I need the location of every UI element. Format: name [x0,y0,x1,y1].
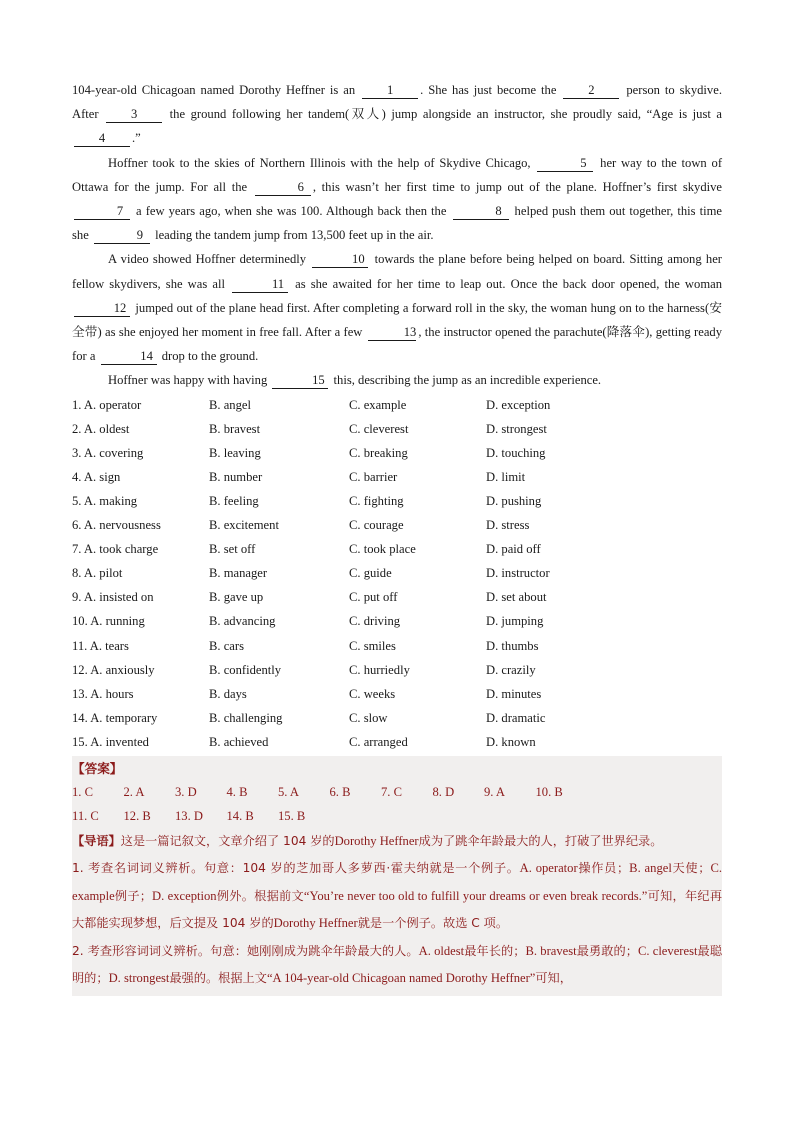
option-choice: 14. A. temporary [72,710,158,725]
option-choice: B. gave up [209,590,264,605]
option-choice: B. achieved [209,734,269,749]
text: , this wasn’t her first time to jump out of the plane. Hoffner’s first skydive [312,179,723,194]
option-choice: D. known [486,734,536,749]
option-choice: D. paid off [486,542,541,557]
option-choice: B. days [209,686,247,701]
passage-paragraph-1 [72,78,722,151]
option-choice: C. slow [349,710,388,725]
blank-9: 9 [94,228,150,244]
option-choice: D. dramatic [486,710,546,725]
option-choice: D. pushing [486,494,542,509]
option-row [72,658,722,682]
answer-heading: 【答案】 [72,761,123,777]
text: as she awaited for her time to leap out. Once the back door opened, the woman [290,276,722,291]
option-row [72,417,722,441]
blank-5: 5 [537,156,593,172]
text: A. oldest [418,943,465,958]
text: 就是一个例子。故选 C 项。 [357,916,509,931]
option-row [72,441,722,465]
text: person to skydive. After [72,83,722,122]
text: 1. 考查名词词义辨析。句意：104 岁的芝加哥人多萝西·霍夫纳就是一个例子。 [72,861,520,876]
option-choice: D. minutes [486,686,542,701]
text: Hoffner took to the skies of Northern Illinois with the help of Skydive Chicago, [108,155,536,170]
option-choice: D. strongest [486,421,547,436]
passage-paragraph-4 [72,368,722,392]
options-list [72,393,722,754]
option-choice: C. courage [349,518,404,533]
blank-8: 8 [453,204,509,220]
blank-4: 4 [74,131,130,147]
text: A. operator [519,861,578,876]
option-choice: C. put off [349,590,398,605]
option-choice: C. breaking [349,445,408,460]
blank-6: 6 [255,180,311,196]
guide-text [72,828,722,855]
answer-item: 10. B [535,785,563,800]
passage-paragraph-3 [72,247,722,368]
text: the ground following her tandem(双人) jump alongside an instructor, she proudly said, “Age is just a [164,107,722,122]
text: 最强的。根据上文 [169,971,267,986]
option-choice: D. stress [486,518,530,533]
explanation-1 [72,855,722,937]
text: Dorothy Heffner [273,916,358,931]
text: “A 104-year-old Chicagoan named Dorothy Heffner” [266,971,536,986]
text: D. exception [151,888,217,903]
answer-item: 13. D [175,809,203,824]
text: 104-year-old Chicagoan named Dorothy Heffner is an [72,83,361,97]
option-choice: D. instructor [486,566,550,581]
document-page [72,78,722,996]
option-choice: 15. A. invented [72,734,149,749]
option-row [72,489,722,513]
blank-15: 15 [272,373,328,389]
blank-1: 1 [362,83,418,99]
blank-7: 7 [74,204,130,220]
option-choice: B. leaving [209,445,261,460]
option-choice: 1. A. operator [72,397,142,412]
option-choice: B. challenging [209,710,283,725]
option-choice: B. feeling [209,494,259,509]
text: , the instructor opened the parachute(降落伞), getting ready for a [72,325,722,364]
text: 可知， [535,971,572,986]
option-choice: C. arranged [349,734,408,749]
text: drop to the ground. [158,349,259,364]
option-choice: C. example [349,397,407,412]
blank-14: 14 [101,349,157,365]
text: leading the tandem jump from 13,500 feet up in the air. [151,228,434,243]
text: this, describing the jump as an incredible experience. [330,373,602,388]
option-choice: B. set off [209,542,256,557]
answer-item: 6. B [329,785,351,800]
option-choice: B. confidently [209,662,282,677]
option-choice: C. smiles [349,638,396,653]
option-choice: 5. A. making [72,494,138,509]
answer-item: 1. C [72,785,93,800]
option-row [72,730,722,754]
option-choice: B. angel [209,397,251,412]
text: A video showed Hoffner determinedly [108,252,311,267]
option-choice: 11. A. tears [72,638,129,653]
answer-item: 2. A [123,785,145,800]
option-choice: 8. A. pilot [72,566,123,581]
blank-11: 11 [232,277,288,293]
option-choice: D. jumping [486,614,544,629]
option-choice: C. cleverest [349,421,409,436]
text: D. strongest [108,971,170,986]
blank-10: 10 [312,252,368,268]
option-row [72,634,722,658]
text: towards the plane before being helped on board. Sitting among her fellow skydivers, she was all [72,252,722,291]
text: 例子； [114,888,152,903]
text: B. angel [629,861,672,876]
option-choice: C. took place [349,542,416,557]
answer-row-2 [72,804,722,828]
text: 天使； [671,861,711,876]
blank-12: 12 [74,301,130,317]
option-choice: 2. A. oldest [72,421,130,436]
text: B. bravest [525,943,577,958]
option-row [72,393,722,417]
option-row [72,513,722,537]
option-row [72,706,722,730]
text: a few years ago, when she was 100. Although back then the [132,204,451,219]
text: C. example [72,861,723,903]
option-row [72,585,722,609]
option-choice: D. crazily [486,662,536,677]
option-choice: B. cars [209,638,244,653]
explanation-2 [72,938,722,993]
option-choice: C. hurriedly [349,662,410,677]
blank-3: 3 [106,107,162,123]
text: 最年长的； [464,943,526,958]
text: Dorothy Heffner [334,834,419,849]
option-choice: D. limit [486,469,526,484]
passage-paragraph-2 [72,151,722,248]
option-row [72,609,722,633]
answer-item: 14. B [226,809,254,824]
answer-item: 11. C [72,809,99,824]
answer-section [72,756,722,996]
option-choice: D. touching [486,445,546,460]
text: C. cleverest [637,943,698,958]
option-choice: C. weeks [349,686,396,701]
answer-item: 3. D [175,785,197,800]
option-choice: B. manager [209,566,268,581]
option-choice: D. set about [486,590,547,605]
option-choice: B. excitement [209,518,279,533]
option-choice: 4. A. sign [72,469,121,484]
option-choice: 7. A. took charge [72,542,159,557]
text: “You’re never too old to fulfill your dreams or even break records.” [303,888,648,903]
option-choice: D. exception [486,397,551,412]
answer-item: 7. C [381,785,402,800]
option-choice: C. fighting [349,494,404,509]
text: 操作员； [577,861,630,876]
answer-item: 4. B [226,785,248,800]
option-choice: C. guide [349,566,392,581]
option-choice: 6. A. nervousness [72,518,161,533]
answer-row-1 [72,780,722,804]
option-choice: 12. A. anxiously [72,662,155,677]
option-choice: 13. A. hours [72,686,134,701]
text: . She has just become the [420,83,562,97]
answer-item: 12. B [123,809,151,824]
option-choice: D. thumbs [486,638,539,653]
text: .” [132,131,141,146]
answer-item: 15. B [278,809,306,824]
answer-item: 9. A [484,785,505,800]
text: jumped out of the plane head first. After completing a forward roll in the sky, the woman hung on to the harness(安全带) as she enjoyed her moment in free fall. After a few [72,300,722,340]
option-choice: C. driving [349,614,401,629]
option-choice: 9. A. insisted on [72,590,154,605]
option-row [72,465,722,489]
blank-13: 13 [368,325,417,341]
text: Hoffner was happy with having [108,373,271,388]
text: her way to the town of Ottawa for the jump. For all the [72,155,723,194]
option-choice: B. number [209,469,263,484]
text: 可知，年纪再大都能实现梦想，后文提及 104 岁的 [72,888,723,931]
text: helped push them out together, this time she [72,204,722,243]
text: 最聪明的； [72,943,723,986]
text: 最勇敢的； [576,943,638,958]
option-choice: C. barrier [349,469,398,484]
option-choice: 10. A. running [72,614,145,629]
option-choice: B. bravest [209,421,261,436]
answer-item: 8. D [432,785,455,800]
option-choice: B. advancing [209,614,276,629]
answer-item: 5. A [278,785,299,800]
text: 这是一篇记叙文，文章介绍了 104 岁的 [120,834,335,849]
option-row [72,682,722,706]
text: 成为了跳伞年龄最大的人，打破了世界纪录。 [418,834,663,849]
option-choice: 3. A. covering [72,445,144,460]
option-row [72,561,722,585]
option-row [72,537,722,561]
text: 例外。根据前文 [216,888,304,903]
blank-2: 2 [563,83,619,99]
guide-label: 【导语】 [72,834,121,849]
text: 2. 考查形容词词义辨析。句意：她刚刚成为跳伞年龄最大的人。 [72,943,419,958]
